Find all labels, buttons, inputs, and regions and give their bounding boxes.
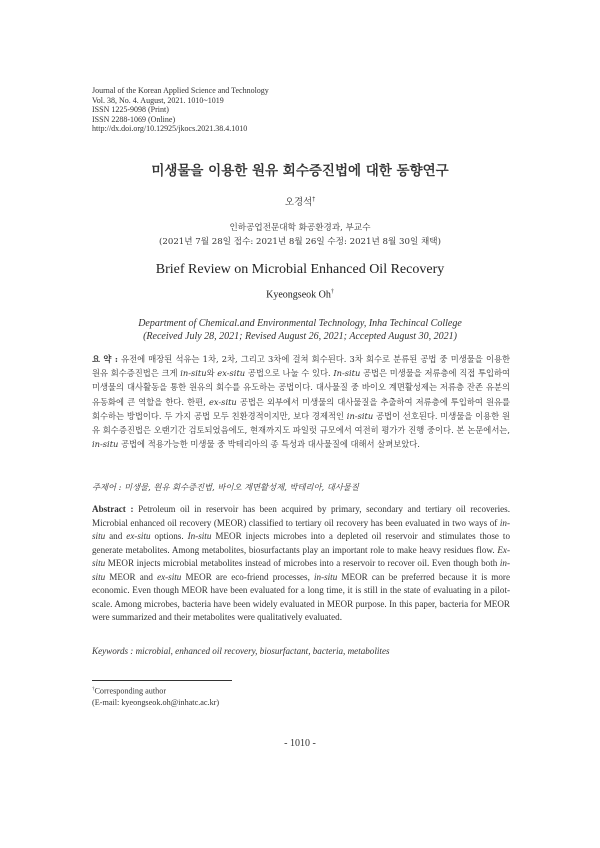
abstract-text: MEOR are eco-friend processes, (181, 571, 315, 582)
abstract-text: 공법이 선호된다. 미생물을 이용한 원유 회수증진법은 오랜기간 검토되었음에도, 현재까지도 파일럿 규모에서 여전히 평가가 진행 중이다. 본 논문에서는, (92, 410, 510, 436)
journal-info (92, 86, 422, 134)
korean-abstract (92, 352, 510, 451)
page-number: - 1010 - (284, 738, 316, 749)
abstract-term: Ex-situ (92, 544, 510, 568)
abstract-term: in-situ (92, 558, 510, 582)
abstract-term: ex-situ (126, 531, 151, 541)
english-affiliation: Department of Chemical.and Environmental Technology, Inha Techincal College (138, 318, 462, 329)
english-keywords: Keywords : microbial, enhanced oil recovery, biosurfactant, bacteria, metabolites (92, 646, 390, 656)
abstract-term: ex-situ (208, 396, 237, 407)
footnote-divider (92, 680, 232, 681)
korean-author (0, 194, 600, 208)
abstract-term: in-situ (314, 571, 338, 582)
corresponding-mark: † (312, 196, 316, 203)
abstract-text: and (105, 531, 127, 541)
abstract-text: 공법에 적용가능한 미생물 중 박테리아의 종 특성과 대사물질에 대해서 살펴보았다. (118, 439, 420, 450)
email-link[interactable]: (E-mail: kyeongseok.oh@inhatc.ac.kr) (92, 698, 220, 708)
abstract-text: MEOR can be preferred because it is more economic. Even though MEOR have been evaluated for a long time, it is still in the state of evaluating in a pilot-scale. Among microbes, bacteria have been widely evaluated in MEOR purpose. In this paper, bacteria for MEOR were summarized and their metabolites were qualitatively evaluated. (92, 571, 510, 622)
korean-dates: (2021년 7월 28일 접수: 2021년 8월 26일 수정: 2021년 8월 30일 채택) (159, 237, 441, 247)
abstract-term: in-situ (92, 439, 119, 450)
corresponding-mark: † (330, 289, 334, 295)
abstract-text: MEOR injects microbial metabolites instead of microbes into a reservoir to recover oil. Even though both (105, 558, 500, 568)
corresponding-note (92, 684, 392, 697)
abstract-text: 공법은 외부에서 미생물의 대사물질을 추출하여 저류층에 투입하여 원유를 회수하는 방법이다. 두 가지 공법 모두 친환경적이지만, 보다 경제적인 (92, 396, 511, 421)
english-author-name: Kyeongseok Oh (266, 289, 331, 301)
abstract-text: 유전에 매장된 석유는 1차, 2차, 그리고 3차에 걸쳐 회수된다. 3차 회수로 분류된 공법 중 미생물을 이용한 원유 회수증진법은 크게 (92, 354, 510, 379)
abstract-text: 와 (206, 368, 218, 379)
english-abstract-label: Abstract : (92, 504, 134, 514)
journal-doi-link[interactable]: http://dx.doi.org/10.12925/jkocs.2021.38.4.1010 (92, 124, 248, 134)
korean-keywords: 주제어 : 미생물, 원유 회수증진법, 바이오 계면활성제, 박테리아, 대사물질 (92, 482, 359, 492)
corresponding-label: Corresponding author (94, 686, 167, 696)
abstract-text: options. (150, 531, 188, 541)
abstract-term: ex-situ (157, 571, 182, 582)
english-affiliation-block (0, 317, 600, 343)
abstract-term: in-situ (346, 410, 374, 421)
english-dates: (Received July 28, 2021; Revised August 26, 2021; Accepted August 30, 2021) (143, 331, 457, 342)
abstract-term: in-situ (180, 368, 207, 379)
abstract-text: MEOR injects microbes into a depleted oil reservoir and stimulates those to generate metabolites. Among metabolites, biosurfactants play an important role to make heavy residues flow. (92, 531, 510, 555)
abstract-text: Petroleum oil in reservoir has been acquired by primary, secondary and tertiary oil recoveries. Microbial enhanced oil recovery (MEOR) classified to tertiary oil recovery has been evaluated in two ways of (92, 504, 510, 528)
abstract-term: in-situ (92, 517, 510, 541)
korean-affiliation: 인하공업전문대학 화공환경과, 부교수 (229, 223, 371, 233)
english-author (0, 289, 600, 300)
korean-abstract-label: 요 약 : (92, 354, 118, 364)
footnote (92, 684, 392, 709)
abstract-text: 공법은 미생물을 저류층에 직접 투입하여 미생물의 대사활동을 통한 원유의 회수를 유도하는 공법이다. 대사물질 중 바이오 계면활성제는 저류층 잔존 유분의 유동화에 큰 역할을 한다. 한편, (92, 368, 511, 407)
english-title: Brief Review on Microbial Enhanced Oil Recovery (155, 262, 445, 277)
journal-line: ISSN 1225-9098 (Print) (92, 105, 169, 115)
corresponding-mark: † (92, 687, 95, 692)
abstract-text: 공법으로 나눌 수 있다. (245, 368, 334, 379)
korean-affiliation-block (0, 221, 600, 249)
abstract-term: ex-situ (217, 368, 246, 379)
english-abstract (92, 503, 510, 625)
journal-line: ISSN 2288-1069 (Online) (92, 114, 176, 124)
journal-line: Journal of the Korean Applied Science and Technology (92, 86, 269, 95)
abstract-term: In-situ (187, 531, 212, 541)
journal-line: Vol. 38, No. 4. August, 2021. 1010~1019 (92, 95, 224, 105)
abstract-term: In-situ (333, 368, 361, 379)
abstract-text: MEOR and (105, 571, 158, 582)
korean-title: 미생물을 이용한 원유 회수증진법에 대한 동향연구 (151, 163, 449, 179)
korean-author-name: 오경석 (284, 197, 313, 208)
